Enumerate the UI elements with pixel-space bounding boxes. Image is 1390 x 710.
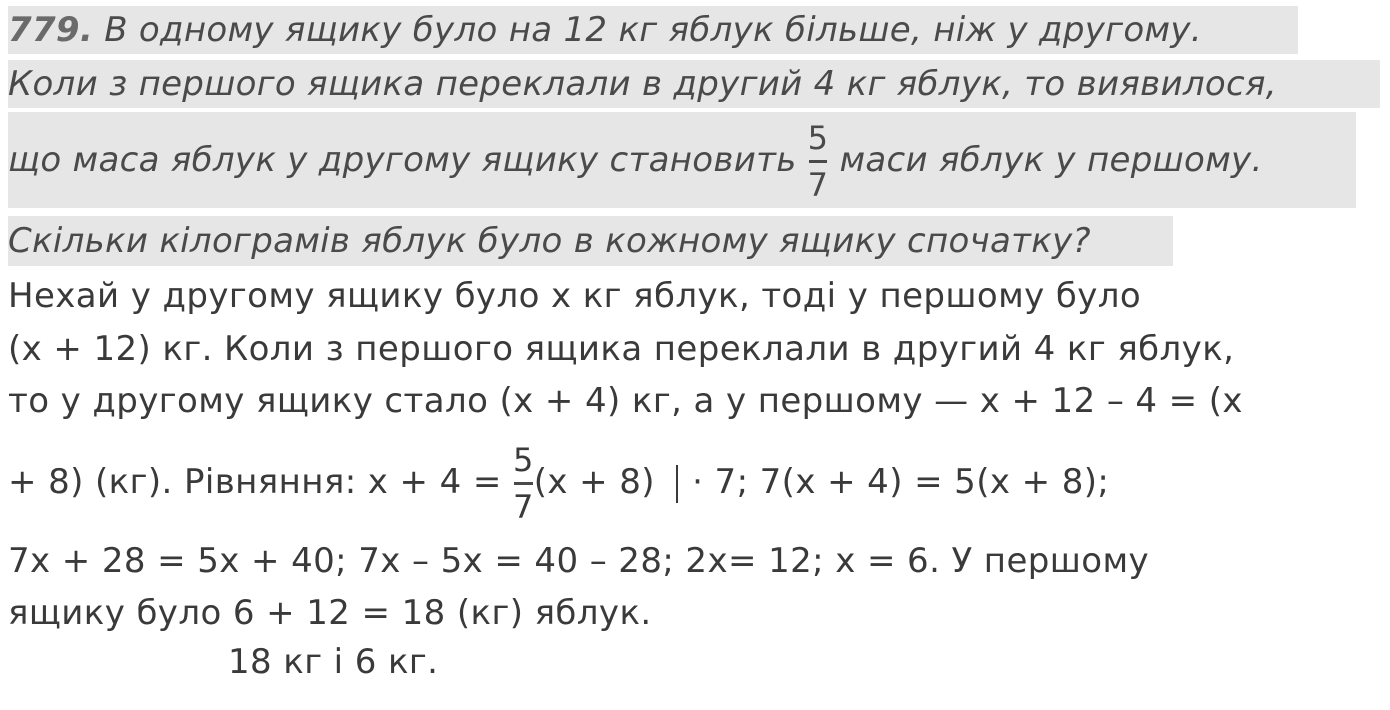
problem-text-1: В одному ящику було на 12 кг яблук більше, ніж у другому. bbox=[104, 10, 1202, 50]
problem-line-3 bbox=[8, 112, 1356, 208]
solution-line-1: Нехай у другому ящику було х кг яблук, тоді у першому було bbox=[8, 276, 1142, 316]
problem-text-3-before: що маса яблук у другому ящику становить bbox=[8, 140, 797, 180]
solution-text-4-after: (х + 8) bbox=[533, 462, 655, 502]
solution-line-2: (х + 12) кг. Коли з першого ящика переклали в другий 4 кг яблук, bbox=[8, 329, 1235, 369]
fraction-numerator: 5 bbox=[512, 441, 534, 479]
equation-fraction bbox=[512, 441, 534, 526]
problem-number: 779. bbox=[8, 10, 94, 50]
problem-text-2: Коли з першого ящика переклали в другий 4 кг яблук, то виявилося, bbox=[8, 64, 1277, 104]
solution-line-3: то у другому ящику стало (х + 4) кг, а у першому — х + 12 – 4 = (х bbox=[8, 381, 1243, 421]
solution-line-4 bbox=[8, 428, 1109, 536]
fraction-numerator: 5 bbox=[807, 119, 829, 157]
divider-bar bbox=[676, 465, 678, 503]
problem-line-1 bbox=[8, 6, 1298, 54]
solution-line-6: ящику було 6 + 12 = 18 (кг) яблук. bbox=[8, 593, 652, 633]
problem-line-2 bbox=[8, 60, 1380, 108]
solution-line-5: 7х + 28 = 5х + 40; 7х – 5х = 40 – 28; 2х= 12; х = 6. У першому bbox=[8, 541, 1150, 581]
fraction-denominator: 7 bbox=[807, 166, 829, 204]
problem-fraction bbox=[807, 119, 829, 204]
problem-text-4: Скільки кілограмів яблук було в кожному ящику спочатку? bbox=[8, 221, 1091, 261]
problem-text-3-after: маси яблук у першому. bbox=[839, 140, 1263, 180]
fraction-bar bbox=[514, 482, 533, 485]
problem-line-4 bbox=[8, 216, 1173, 266]
solution-text-4-before: + 8) (кг). Рівняння: х + 4 = bbox=[8, 462, 502, 502]
solution-text-4-tail: · 7; 7(х + 4) = 5(х + 8); bbox=[692, 462, 1110, 502]
answer: 18 кг і 6 кг. bbox=[228, 642, 439, 682]
fraction-bar bbox=[809, 160, 828, 163]
fraction-denominator: 7 bbox=[512, 488, 534, 526]
